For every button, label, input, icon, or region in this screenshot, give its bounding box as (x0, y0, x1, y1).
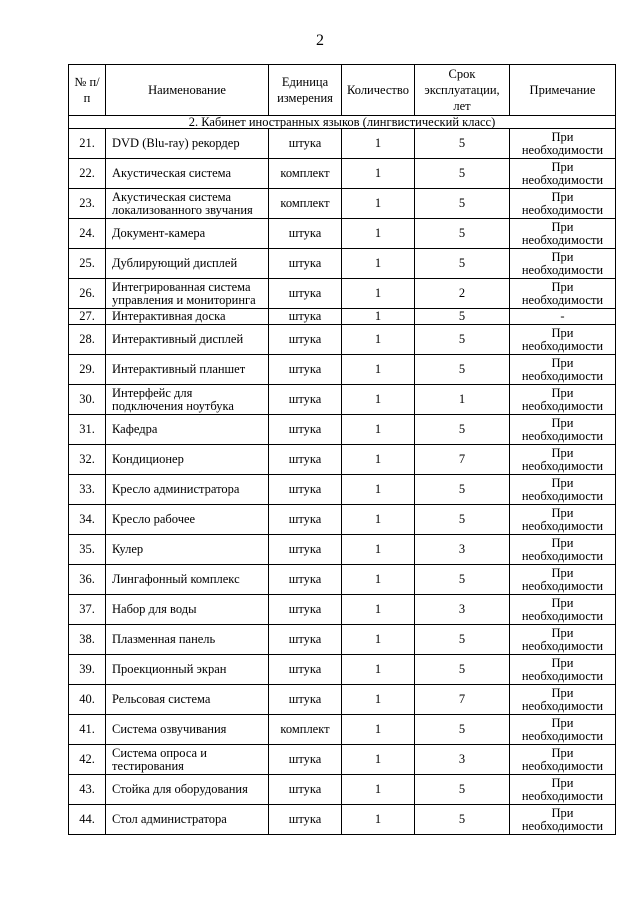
item-service-life: 5 (415, 505, 510, 535)
item-note-text: При необходимости (521, 655, 604, 683)
item-note (510, 505, 616, 535)
item-service-life: 3 (415, 745, 510, 775)
item-service-life: 5 (415, 805, 510, 835)
row-number: 31. (69, 415, 106, 445)
item-quantity: 1 (342, 309, 415, 325)
row-number: 39. (69, 655, 106, 685)
item-note (510, 279, 616, 309)
item-quantity: 1 (342, 685, 415, 715)
table-row (69, 249, 616, 279)
item-unit: штука (269, 745, 342, 775)
item-name: Кафедра (106, 415, 269, 445)
item-quantity: 1 (342, 129, 415, 159)
item-unit: штука (269, 325, 342, 355)
item-quantity: 1 (342, 415, 415, 445)
item-note-text: При необходимости (521, 415, 604, 443)
item-note (510, 385, 616, 415)
table-row (69, 279, 616, 309)
item-note (510, 129, 616, 159)
item-name: Акустическая система (106, 159, 269, 189)
page-number: 2 (316, 32, 324, 49)
item-note (510, 325, 616, 355)
item-service-life: 7 (415, 445, 510, 475)
row-number: 37. (69, 595, 106, 625)
section-title: 2. Кабинет иностранных языков (лингвистический класс) (69, 116, 616, 129)
item-note-text: При необходимости (521, 715, 604, 743)
item-quantity: 1 (342, 445, 415, 475)
item-quantity: 1 (342, 249, 415, 279)
item-note-text: - (560, 309, 565, 323)
row-number: 26. (69, 279, 106, 309)
table-row (69, 775, 616, 805)
item-unit: штука (269, 415, 342, 445)
item-note-text: При необходимости (521, 325, 604, 353)
item-note (510, 309, 616, 325)
item-unit: штука (269, 475, 342, 505)
item-quantity: 1 (342, 189, 415, 219)
item-note-text: При необходимости (521, 475, 604, 503)
item-quantity: 1 (342, 325, 415, 355)
item-unit: штука (269, 249, 342, 279)
item-unit: комплект (269, 159, 342, 189)
item-note-text: При необходимости (521, 279, 604, 307)
table-row (69, 309, 616, 325)
table-row (69, 355, 616, 385)
table-row (69, 805, 616, 835)
item-unit: штука (269, 385, 342, 415)
row-number: 35. (69, 535, 106, 565)
item-note (510, 685, 616, 715)
row-number: 22. (69, 159, 106, 189)
item-name: Дублирующий дисплей (106, 249, 269, 279)
item-name: Проекционный экран (106, 655, 269, 685)
item-note (510, 189, 616, 219)
item-name: Интерактивная доска (106, 309, 269, 325)
item-name: Набор для воды (106, 595, 269, 625)
item-note (510, 219, 616, 249)
item-service-life: 5 (415, 325, 510, 355)
item-note-text: При необходимости (521, 685, 604, 713)
section-row (69, 116, 616, 129)
item-name: Интегрированная система управления и мониторинга (106, 279, 269, 309)
item-unit: штука (269, 129, 342, 159)
item-service-life: 5 (415, 219, 510, 249)
item-note-text: При необходимости (521, 129, 604, 157)
table-row (69, 159, 616, 189)
item-service-life: 5 (415, 159, 510, 189)
item-name: Система озвучивания (106, 715, 269, 745)
item-note (510, 565, 616, 595)
item-name: Плазменная панель (106, 625, 269, 655)
item-service-life: 3 (415, 595, 510, 625)
table-row (69, 445, 616, 475)
table-row (69, 595, 616, 625)
item-quantity: 1 (342, 535, 415, 565)
item-service-life: 5 (415, 129, 510, 159)
item-service-life: 5 (415, 625, 510, 655)
table-row (69, 685, 616, 715)
item-note-text: При необходимости (521, 595, 604, 623)
item-unit: штука (269, 805, 342, 835)
item-quantity: 1 (342, 385, 415, 415)
item-name: Документ-камера (106, 219, 269, 249)
item-quantity: 1 (342, 475, 415, 505)
item-note-text: При необходимости (521, 159, 604, 187)
row-number: 34. (69, 505, 106, 535)
item-unit: штука (269, 445, 342, 475)
item-unit: штука (269, 279, 342, 309)
item-name: Стойка для оборудования (106, 775, 269, 805)
item-note (510, 159, 616, 189)
equipment-table (68, 64, 616, 835)
item-note (510, 805, 616, 835)
item-service-life: 5 (415, 355, 510, 385)
item-service-life: 7 (415, 685, 510, 715)
row-number: 24. (69, 219, 106, 249)
table-row (69, 715, 616, 745)
row-number: 38. (69, 625, 106, 655)
item-service-life: 5 (415, 475, 510, 505)
item-service-life: 2 (415, 279, 510, 309)
item-note-text: При необходимости (521, 385, 604, 413)
item-note-text: При необходимости (521, 565, 604, 593)
item-quantity: 1 (342, 565, 415, 595)
item-service-life: 5 (415, 655, 510, 685)
item-service-life: 5 (415, 775, 510, 805)
item-name: Кресло администратора (106, 475, 269, 505)
item-note-text: При необходимости (521, 805, 604, 833)
table-row (69, 475, 616, 505)
item-note (510, 595, 616, 625)
item-note-text: При необходимости (521, 219, 604, 247)
item-note (510, 625, 616, 655)
item-unit: штука (269, 535, 342, 565)
item-quantity: 1 (342, 775, 415, 805)
item-service-life: 5 (415, 415, 510, 445)
item-quantity: 1 (342, 745, 415, 775)
table-row (69, 535, 616, 565)
item-unit: комплект (269, 189, 342, 219)
header-num: № п/п (69, 65, 106, 116)
item-note-text: При необходимости (521, 625, 604, 653)
item-unit: штука (269, 595, 342, 625)
header-note: Примечание (510, 65, 616, 116)
item-unit: штука (269, 505, 342, 535)
table-row (69, 219, 616, 249)
item-name: Кулер (106, 535, 269, 565)
row-number: 43. (69, 775, 106, 805)
item-name: Интерфейс для подключения ноутбука (106, 385, 269, 415)
table-row (69, 625, 616, 655)
item-service-life: 5 (415, 565, 510, 595)
item-note (510, 415, 616, 445)
item-name: Кресло рабочее (106, 505, 269, 535)
row-number: 21. (69, 129, 106, 159)
item-note-text: При необходимости (521, 355, 604, 383)
item-unit: штука (269, 775, 342, 805)
item-name: DVD (Blu-ray) рекордер (106, 129, 269, 159)
item-quantity: 1 (342, 715, 415, 745)
row-number: 27. (69, 309, 106, 325)
item-note (510, 249, 616, 279)
item-note (510, 745, 616, 775)
item-unit: штука (269, 685, 342, 715)
item-quantity: 1 (342, 279, 415, 309)
header-term: Срок эксплуатации, лет (415, 65, 510, 116)
item-note-text: При необходимости (521, 189, 604, 217)
item-note-text: При необходимости (521, 445, 604, 473)
item-unit: штука (269, 655, 342, 685)
item-quantity: 1 (342, 595, 415, 625)
item-note (510, 535, 616, 565)
item-quantity: 1 (342, 505, 415, 535)
item-note (510, 655, 616, 685)
row-number: 29. (69, 355, 106, 385)
item-quantity: 1 (342, 805, 415, 835)
item-service-life: 5 (415, 189, 510, 219)
item-name: Акустическая система локализованного звучания (106, 189, 269, 219)
item-note (510, 715, 616, 745)
item-note (510, 445, 616, 475)
item-name: Система опроса и тестирования (106, 745, 269, 775)
item-quantity: 1 (342, 655, 415, 685)
row-number: 23. (69, 189, 106, 219)
table-header-row (69, 65, 616, 116)
item-unit: штука (269, 355, 342, 385)
row-number: 40. (69, 685, 106, 715)
item-note-text: При необходимости (521, 745, 604, 773)
item-note (510, 775, 616, 805)
item-service-life: 5 (415, 715, 510, 745)
item-service-life: 5 (415, 249, 510, 279)
row-number: 25. (69, 249, 106, 279)
item-service-life: 1 (415, 385, 510, 415)
table-row (69, 745, 616, 775)
item-note-text: При необходимости (521, 775, 604, 803)
item-service-life: 3 (415, 535, 510, 565)
item-unit: комплект (269, 715, 342, 745)
table-row (69, 655, 616, 685)
item-name: Рельсовая система (106, 685, 269, 715)
row-number: 30. (69, 385, 106, 415)
item-quantity: 1 (342, 159, 415, 189)
item-quantity: 1 (342, 219, 415, 249)
item-name: Интерактивный планшет (106, 355, 269, 385)
row-number: 32. (69, 445, 106, 475)
table-row (69, 189, 616, 219)
item-note-text: При необходимости (521, 535, 604, 563)
item-unit: штука (269, 309, 342, 325)
item-note (510, 475, 616, 505)
item-unit: штука (269, 219, 342, 249)
item-quantity: 1 (342, 625, 415, 655)
item-name: Лингафонный комплекс (106, 565, 269, 595)
item-unit: штука (269, 625, 342, 655)
item-name: Стол администратора (106, 805, 269, 835)
row-number: 28. (69, 325, 106, 355)
table-row (69, 505, 616, 535)
item-note-text: При необходимости (521, 505, 604, 533)
item-unit: штука (269, 565, 342, 595)
item-name: Кондиционер (106, 445, 269, 475)
item-note (510, 355, 616, 385)
item-note-text: При необходимости (521, 249, 604, 277)
row-number: 44. (69, 805, 106, 835)
item-name: Интерактивный дисплей (106, 325, 269, 355)
header-name: Наименование (106, 65, 269, 116)
row-number: 36. (69, 565, 106, 595)
table-row (69, 385, 616, 415)
table-row (69, 325, 616, 355)
row-number: 41. (69, 715, 106, 745)
item-service-life: 5 (415, 309, 510, 325)
table-row (69, 129, 616, 159)
table-row (69, 565, 616, 595)
header-unit: Единица измерения (269, 65, 342, 116)
table-row (69, 415, 616, 445)
row-number: 33. (69, 475, 106, 505)
item-quantity: 1 (342, 355, 415, 385)
header-qty: Количество (342, 65, 415, 116)
row-number: 42. (69, 745, 106, 775)
